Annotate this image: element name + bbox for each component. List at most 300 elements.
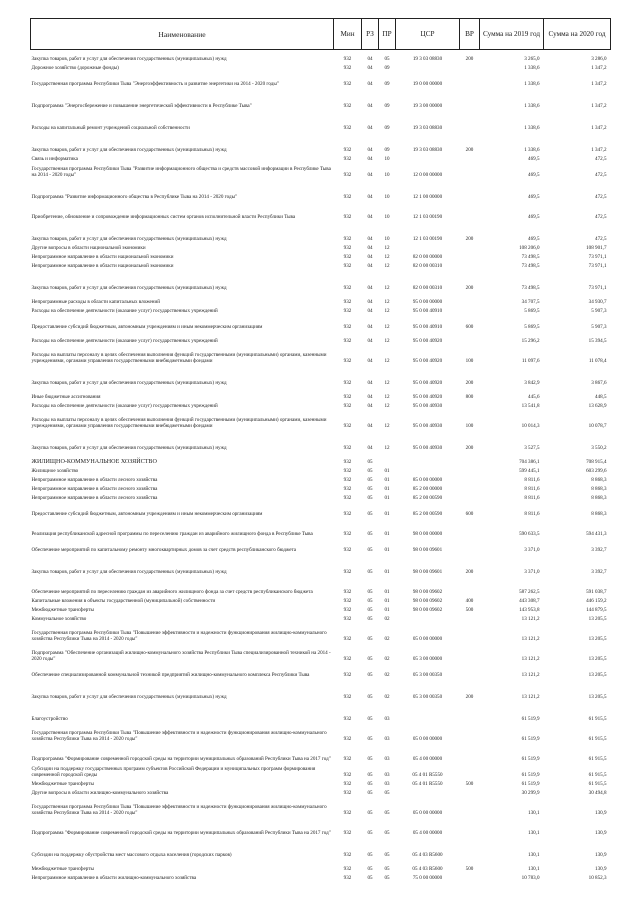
budget-table [30, 18, 611, 883]
cell-vr: 800 [465, 393, 474, 400]
cell-min: 932 [343, 337, 352, 344]
cell-pr: 05 [384, 55, 390, 62]
cell-pr: 05 [384, 789, 390, 796]
cell-rz: 04 [367, 262, 373, 269]
cell-vr [460, 744, 480, 764]
cell-name: Благоустройство [31, 715, 68, 722]
cell-min: 932 [343, 193, 352, 200]
cell-min: 932 [343, 851, 352, 858]
cell-sum-2020: 13 205,5 [588, 615, 607, 622]
cell-csr: 98 0 00 09602 [412, 606, 443, 613]
cell-name: Субсидии на поддержку государственных программ субъектов Российской Федерации и муниципальных программ формирования современной городской среды [31, 766, 316, 778]
cell-min: 932 [343, 64, 352, 71]
cell-min: 932 [343, 307, 352, 314]
table-row [31, 411, 611, 431]
cell-min: 932 [343, 393, 352, 400]
cell-min: 932 [343, 715, 352, 722]
cell-vr: 200 [465, 693, 474, 700]
cell-csr: 95 0 00 40920 [412, 357, 443, 364]
cell-sum-2019: 61 519,9 [521, 735, 540, 742]
cell-vr: 400 [465, 597, 474, 604]
cell-pr: 10 [384, 155, 390, 162]
header-sum-2019: Сумма на 2019 год [480, 19, 544, 50]
cell-csr [396, 615, 460, 624]
cell-min: 932 [343, 735, 352, 742]
cell-sum-2020: 603 299,6 [586, 467, 607, 474]
cell-sum-2019: 3 527,5 [524, 444, 540, 451]
table-row [31, 73, 611, 89]
cell-vr [460, 467, 480, 476]
cell-sum-2019: 587 262,5 [519, 588, 540, 595]
cell-rz: 04 [367, 357, 373, 364]
cell-name: Расходы на обеспечение деятельности (оказание услуг) государственных учреждений [31, 307, 218, 314]
table-row [31, 818, 611, 838]
cell-name: Расходы на обеспечение деятельности (оказание услуг) государственных учреждений [31, 337, 218, 344]
cell-sum-2020: 61 915,5 [588, 780, 607, 787]
table-row [31, 624, 611, 644]
cell-rz: 05 [367, 467, 373, 474]
cell-rz: 04 [367, 102, 373, 109]
cell-sum-2019: 599 445,1 [519, 467, 540, 474]
header-vr: ВР [460, 19, 480, 50]
cell-vr [460, 539, 480, 555]
cell-sum-2019: 13 121,2 [521, 635, 540, 642]
cell-pr: 12 [384, 357, 390, 364]
cell-csr: 82 0 00 00310 [412, 262, 443, 269]
cell-pr: 09 [384, 80, 390, 87]
cell-rz: 04 [367, 193, 373, 200]
cell-sum-2019: 73 498,5 [521, 262, 540, 269]
cell-name: Непрограммные расходы в области капитальных вложений [31, 298, 160, 305]
cell-vr: 200 [465, 379, 474, 386]
cell-vr [460, 644, 480, 664]
cell-sum-2019: 13 121,2 [521, 693, 540, 700]
table-row [31, 388, 611, 402]
cell-min: 932 [343, 357, 352, 364]
cell-sum-2020: 708 915,4 [586, 458, 607, 465]
cell-vr [460, 494, 480, 503]
table-row [31, 838, 611, 860]
cell-sum-2020: 108 901,7 [586, 244, 607, 251]
cell-csr: 98 0 00 00000 [412, 530, 443, 537]
cell-rz: 05 [367, 606, 373, 613]
cell-pr: 01 [384, 494, 390, 501]
cell-rz: 05 [367, 809, 373, 816]
table-row [31, 664, 611, 680]
cell-csr [396, 244, 460, 253]
cell-sum-2020: 34 930,7 [588, 298, 607, 305]
cell-sum-2020: 448,5 [595, 393, 607, 400]
cell-rz: 05 [367, 829, 373, 836]
table-row [31, 780, 611, 789]
cell-min: 932 [343, 789, 352, 796]
cell-sum-2020: 13 205,5 [588, 693, 607, 700]
cell-sum-2020: 8 868,3 [591, 510, 607, 517]
cell-vr [460, 485, 480, 494]
cell-pr: 12 [384, 253, 390, 260]
cell-sum-2019: 3 265,0 [524, 55, 540, 62]
cell-csr [396, 702, 460, 724]
cell-name: Обеспечение мероприятий по переселению граждан из аварийного жилищного фонда за счет средств республиканского бюджета [31, 588, 313, 595]
cell-sum-2019: 11 097,6 [521, 357, 540, 364]
cell-csr: 12 1 03 00190 [412, 235, 443, 242]
cell-min: 932 [343, 755, 352, 762]
cell-name: ЖИЛИЩНО-КОММУНАЛЬНОЕ ХОЗЯЙСТВО [31, 458, 157, 465]
cell-name: Коммунальное хозяйство [31, 615, 87, 622]
table-row [31, 789, 611, 798]
cell-vr [460, 402, 480, 411]
cell-rz: 04 [367, 64, 373, 71]
cell-csr: 12 1 03 00190 [412, 213, 443, 220]
cell-vr: 500 [465, 606, 474, 613]
cell-pr: 12 [384, 262, 390, 269]
cell-min: 932 [343, 244, 352, 251]
cell-min: 932 [343, 171, 352, 178]
table-row [31, 680, 611, 702]
table-row [31, 476, 611, 485]
cell-sum-2020: 73 971,1 [588, 253, 607, 260]
cell-sum-2020: 130,9 [595, 865, 607, 872]
table-row [31, 180, 611, 202]
cell-sum-2019: 3 371,0 [524, 568, 540, 575]
cell-name: Подпрограмма "Энергосбережение и повышение энергетической эффективности в Республике Тыва" [31, 102, 252, 109]
cell-min: 932 [343, 874, 352, 881]
cell-min: 932 [343, 323, 352, 330]
cell-pr: 12 [384, 337, 390, 344]
cell-pr: 05 [384, 865, 390, 872]
table-row [31, 702, 611, 724]
cell-name: Капитальные вложения в объекты государственной (муниципальной) собственности [31, 597, 216, 604]
cell-sum-2019: 61 519,9 [521, 755, 540, 762]
cell-pr: 09 [384, 146, 390, 153]
cell-csr: 19 3 03 08830 [412, 55, 443, 62]
cell-sum-2019: 8 811,6 [524, 485, 540, 492]
cell-sum-2020: 5 907,3 [591, 323, 607, 330]
cell-vr: 100 [465, 422, 474, 429]
cell-csr: 95 0 00 40910 [412, 323, 443, 330]
cell-min: 932 [343, 253, 352, 260]
cell-name: Предоставление субсидий бюджетным, автономным учреждениям и иным некоммерческим организациям [31, 510, 263, 517]
cell-vr [460, 664, 480, 680]
cell-vr [460, 307, 480, 316]
cell-sum-2020: 10 852,3 [588, 874, 607, 881]
cell-name: Расходы на выплаты персоналу в целях обеспечения выполнения функций государственными (муниципальными) органами, казенными учреждениями, органами управления государственными внебюджетными фондами [31, 417, 327, 429]
cell-rz: 05 [367, 735, 373, 742]
cell-sum-2020: 73 971,1 [588, 262, 607, 269]
cell-name: Реализация республиканской адресной программы по переселению граждан из аварийного жилищного фонда в Республике Тыва [31, 530, 313, 537]
cell-csr: 95 0 00 40930 [412, 444, 443, 451]
cell-vr [460, 293, 480, 307]
table-row [31, 366, 611, 388]
cell-sum-2020: 11 078,4 [588, 357, 607, 364]
cell-rz: 05 [367, 615, 373, 622]
table-row [31, 332, 611, 346]
cell-min: 932 [343, 615, 352, 622]
cell-sum-2019: 469,5 [528, 155, 540, 162]
cell-vr [460, 253, 480, 262]
cell-pr: 05 [384, 809, 390, 816]
cell-csr: 98 0 00 09601 [412, 546, 443, 553]
cell-name: Предоставление субсидий бюджетным, автономным учреждениям и иным некоммерческим организациям [31, 323, 263, 330]
cell-sum-2019: 10 783,0 [521, 874, 540, 881]
cell-sum-2020: 472,5 [595, 155, 607, 162]
cell-rz: 04 [367, 323, 373, 330]
cell-pr: 09 [384, 64, 390, 71]
cell-min: 932 [343, 55, 352, 62]
cell-sum-2019: 61 519,9 [521, 780, 540, 787]
cell-min: 932 [343, 476, 352, 483]
cell-min: 932 [343, 458, 352, 465]
cell-csr: 05 4 00 00000 [412, 829, 443, 836]
cell-pr: 03 [384, 715, 390, 722]
table-row [31, 467, 611, 476]
cell-name: Закупка товаров, работ и услуг для обеспечения государственных (муниципальных) нужд [31, 444, 227, 451]
cell-rz: 04 [367, 402, 373, 409]
cell-sum-2020: 446 159,2 [586, 597, 607, 604]
cell-name: Приобретение, обновление и сопровождение информационных систем органов исполнительной власти Республики Тыва [31, 213, 296, 220]
cell-min: 932 [343, 298, 352, 305]
cell-pr: 10 [384, 213, 390, 220]
budget-table-page [30, 18, 610, 883]
cell-csr: 12 1 00 00000 [412, 193, 443, 200]
cell-sum-2019: 590 633,5 [519, 530, 540, 537]
cell-pr: 10 [384, 171, 390, 178]
cell-sum-2020: 1 347,2 [591, 146, 607, 153]
cell-name: Обеспечение специализированной коммунальной техникой предприятий жилищно-коммунального комплекса Республики Тыва [31, 671, 310, 678]
cell-pr: 12 [384, 422, 390, 429]
cell-name: Жилищное хозяйство [31, 467, 79, 474]
table-row [31, 644, 611, 664]
cell-pr: 01 [384, 530, 390, 537]
cell-min: 932 [343, 865, 352, 872]
cell-sum-2019: 15 296,2 [521, 337, 540, 344]
cell-name: Государственная программа Республики Тыва "Повышение эффективности и надежности функционирования жилищно-коммунального хозяйства Республики Тыва на 2014 - 2020 годы" [31, 730, 327, 742]
cell-min: 932 [343, 771, 352, 778]
cell-min: 932 [343, 568, 352, 575]
cell-pr: 01 [384, 476, 390, 483]
cell-pr: 01 [384, 597, 390, 604]
table-row [31, 244, 611, 253]
cell-min: 932 [343, 284, 352, 291]
cell-pr: 01 [384, 510, 390, 517]
cell-pr: 02 [384, 615, 390, 622]
cell-sum-2019: 5 869,5 [524, 307, 540, 314]
cell-sum-2019: 61 519,9 [521, 771, 540, 778]
cell-csr [396, 453, 460, 467]
cell-vr: 200 [465, 235, 474, 242]
cell-vr [460, 164, 480, 180]
cell-sum-2019: 5 869,5 [524, 323, 540, 330]
cell-vr: 100 [465, 357, 474, 364]
cell-rz: 05 [367, 789, 373, 796]
cell-csr: 98 0 00 09602 [412, 597, 443, 604]
cell-sum-2020: 3 392,7 [591, 546, 607, 553]
cell-csr: 85 2 00 00590 [412, 494, 443, 501]
header-sum-2020: Сумма на 2020 год [544, 19, 611, 50]
table-row [31, 577, 611, 597]
cell-rz: 04 [367, 422, 373, 429]
cell-name: Непрограммное направление в области национальной экономики [31, 262, 174, 269]
cell-vr [460, 244, 480, 253]
cell-csr: 05 4 03 R5600 [412, 865, 443, 872]
cell-name: Другие вопросы в области жилищно-коммунального хозяйства [31, 789, 169, 796]
cell-sum-2020: 13 205,5 [588, 655, 607, 662]
cell-pr: 01 [384, 467, 390, 474]
cell-sum-2019: 73 498,5 [521, 253, 540, 260]
cell-name: Подпрограмма "Формирование современной городской среды на территории муниципальных образований Республики Тыва на 2017 год" [31, 755, 331, 762]
table-row [31, 615, 611, 624]
cell-csr: 05 0 00 00000 [412, 635, 443, 642]
table-row [31, 597, 611, 606]
cell-rz: 04 [367, 80, 373, 87]
cell-vr [460, 73, 480, 89]
cell-sum-2020: 5 907,3 [591, 307, 607, 314]
cell-sum-2019: 469,5 [528, 193, 540, 200]
cell-csr: 85 2 00 00000 [412, 485, 443, 492]
cell-sum-2020: 13 628,9 [588, 402, 607, 409]
cell-sum-2019: 130,1 [528, 865, 540, 872]
cell-pr: 12 [384, 444, 390, 451]
cell-rz: 04 [367, 213, 373, 220]
cell-rz: 05 [367, 568, 373, 575]
table-row [31, 874, 611, 883]
cell-pr: 12 [384, 244, 390, 251]
table-row [31, 539, 611, 555]
cell-csr [396, 155, 460, 164]
cell-min: 932 [343, 588, 352, 595]
cell-csr: 05 0 00 00000 [412, 735, 443, 742]
cell-vr [460, 874, 480, 883]
cell-min: 932 [343, 546, 352, 553]
table-row [31, 133, 611, 155]
cell-csr: 05 3 00 00000 [412, 655, 443, 662]
cell-csr: 95 0 00 40930 [412, 422, 443, 429]
cell-name: Государственная программа Республики Тыва "Повышение эффективности и надежности функционирования жилищно-коммунального хозяйства Республики Тыва на 2014 - 2020 годы" [31, 630, 327, 642]
cell-csr: 75 0 00 00000 [412, 874, 443, 881]
cell-pr: 12 [384, 379, 390, 386]
cell-sum-2020: 1 347,2 [591, 64, 607, 71]
table-row [31, 494, 611, 503]
table-row [31, 606, 611, 615]
cell-min: 932 [343, 102, 352, 109]
cell-min: 932 [343, 606, 352, 613]
cell-min: 932 [343, 402, 352, 409]
cell-min: 932 [343, 530, 352, 537]
cell-sum-2020: 591 038,7 [586, 588, 607, 595]
cell-vr [460, 453, 480, 467]
cell-rz: 04 [367, 444, 373, 451]
cell-pr: 12 [384, 307, 390, 314]
table-row [31, 262, 611, 271]
cell-csr: 19 3 03 08830 [412, 146, 443, 153]
table-row [31, 271, 611, 293]
cell-rz: 04 [367, 55, 373, 62]
cell-rz: 04 [367, 337, 373, 344]
cell-name: Межбюджетные трансферты [31, 606, 94, 613]
cell-sum-2020: 130,9 [595, 809, 607, 816]
cell-csr: 98 0 00 09602 [412, 588, 443, 595]
cell-rz: 05 [367, 635, 373, 642]
cell-vr [460, 624, 480, 644]
cell-vr [460, 702, 480, 724]
cell-pr: 03 [384, 771, 390, 778]
cell-vr [460, 332, 480, 346]
cell-name: Закупка товаров, работ и услуг для обеспечения государственных (муниципальных) нужд [31, 568, 227, 575]
cell-csr: 82 0 00 00310 [412, 284, 443, 291]
table-header [31, 19, 611, 50]
table-row [31, 555, 611, 577]
cell-sum-2019: 30 299,9 [521, 789, 540, 796]
table-body [31, 50, 611, 883]
cell-sum-2020: 472,5 [595, 213, 607, 220]
table-row [31, 503, 611, 519]
cell-name: Подпрограмма "Формирование современной городской среды на территории муниципальных образований Республики Тыва на 2017 год" [31, 829, 331, 836]
cell-vr [460, 818, 480, 838]
table-row [31, 402, 611, 411]
cell-csr: 12 0 00 00000 [412, 171, 443, 178]
cell-vr [460, 476, 480, 485]
cell-sum-2020: 15 394,5 [588, 337, 607, 344]
cell-sum-2019: 704 386,1 [519, 458, 540, 465]
cell-min: 932 [343, 494, 352, 501]
cell-sum-2019: 143 953,8 [519, 606, 540, 613]
table-row [31, 431, 611, 453]
header-csr: ЦСР [396, 19, 460, 50]
cell-name: Подпрограмма "Развитие информационного общества в Республике Тыва на 2014 - 2020 годы" [31, 193, 238, 200]
cell-rz: 04 [367, 298, 373, 305]
cell-pr [379, 453, 396, 467]
cell-csr: 82 0 00 00000 [412, 253, 443, 260]
cell-name: Государственная программа Республики Тыва "Повышение эффективности и надежности функционирования жилищно-коммунального хозяйства Республики Тыва на 2014 - 2020 годы" [31, 804, 327, 816]
cell-sum-2020: 472,5 [595, 193, 607, 200]
cell-name: Другие вопросы в области национальной экономики [31, 244, 146, 251]
cell-vr [460, 202, 480, 222]
cell-pr: 12 [384, 298, 390, 305]
cell-vr [460, 577, 480, 597]
cell-rz: 05 [367, 530, 373, 537]
cell-rz: 05 [367, 485, 373, 492]
cell-rz: 05 [367, 715, 373, 722]
cell-sum-2020: 1 347,2 [591, 102, 607, 109]
cell-vr [460, 798, 480, 818]
cell-vr [460, 262, 480, 271]
cell-rz: 04 [367, 171, 373, 178]
cell-sum-2020: 594 431,3 [586, 530, 607, 537]
cell-pr: 12 [384, 284, 390, 291]
cell-vr [460, 519, 480, 539]
cell-name: Расходы на обеспечение деятельности (оказание услуг) государственных учреждений [31, 402, 218, 409]
cell-sum-2020: 472,5 [595, 235, 607, 242]
table-row [31, 744, 611, 764]
cell-sum-2020: 61 915,5 [588, 771, 607, 778]
cell-name: Закупка товаров, работ и услуг для обеспечения государственных (муниципальных) нужд [31, 284, 227, 291]
cell-min: 932 [343, 155, 352, 162]
cell-sum-2020: 8 868,3 [591, 494, 607, 501]
cell-vr: 600 [465, 323, 474, 330]
cell-sum-2019: 445,6 [528, 393, 540, 400]
cell-min: 932 [343, 235, 352, 242]
cell-rz: 04 [367, 244, 373, 251]
cell-csr: 98 0 00 09601 [412, 568, 443, 575]
table-row [31, 222, 611, 244]
cell-rz: 05 [367, 588, 373, 595]
table-row [31, 453, 611, 467]
cell-name: Обеспечение мероприятий по капитальному ремонту многоквартирных домов за счет средств республиканского бюджета [31, 546, 297, 553]
cell-min: 932 [343, 379, 352, 386]
cell-sum-2019: 1 338,6 [524, 102, 540, 109]
cell-name: Межбюджетные трансферты [31, 780, 94, 787]
cell-rz: 05 [367, 458, 373, 465]
